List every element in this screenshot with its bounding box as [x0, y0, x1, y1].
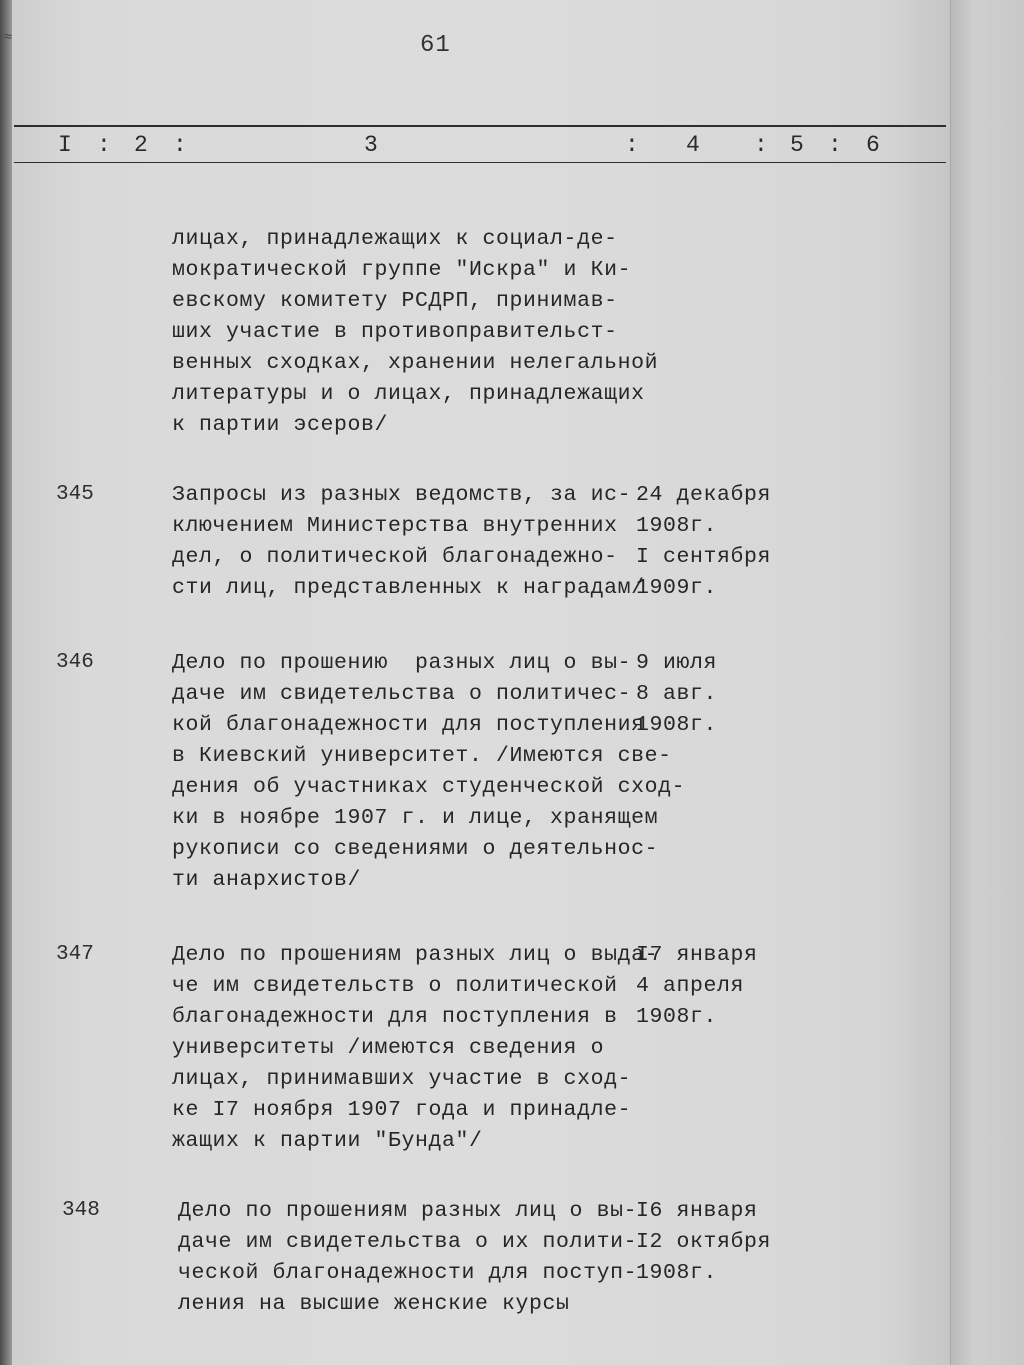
text-line: университеты /имеются сведения о	[172, 1036, 605, 1060]
text-line: венных сходках, хранении нелегальной	[172, 351, 659, 375]
text-line: мократической группе "Искра" и Ки-	[172, 258, 632, 282]
header-rule-bottom	[14, 162, 946, 163]
text-line: Дело по прошениям разных лиц о выда-	[172, 943, 659, 967]
date-line: I2 октября	[636, 1230, 772, 1254]
page-binding	[0, 0, 12, 1365]
entry-number: 347	[56, 943, 94, 966]
date-line: 9 июля	[636, 651, 718, 675]
col-header-sep: :	[754, 132, 768, 158]
text-line: кой благонадежности для поступления	[172, 713, 645, 737]
date-line: 1908г.	[636, 713, 718, 737]
text-line: ке I7 ноября 1907 года и принадле-	[172, 1098, 632, 1122]
date-line: 4 апреля	[636, 974, 745, 998]
text-line: ключением Министерства внутренних	[172, 514, 618, 538]
text-line: благонадежности для поступления в	[172, 1005, 618, 1029]
header-rule-top	[14, 125, 946, 127]
col-header-6: 6	[866, 132, 880, 158]
col-header-1: I	[58, 132, 72, 158]
text-line: евскому комитету РСДРП, принимав-	[172, 289, 618, 313]
date-line: I6 января	[636, 1199, 758, 1223]
text-line: лицах, принадлежащих к социал-де-	[172, 227, 618, 251]
entry-dates	[636, 940, 786, 1033]
text-line: Дело по прошениям разных лиц о вы-	[178, 1199, 638, 1223]
date-line: I7 января	[636, 943, 758, 967]
col-header-sep: :	[97, 132, 111, 158]
text-line: даче им свидетельства о их полити-	[178, 1230, 638, 1254]
col-header-sep: :	[173, 132, 187, 158]
col-header-4: 4	[686, 132, 700, 158]
date-line: I сентября	[636, 545, 772, 569]
text-line: Дело по прошению разных лиц о вы-	[172, 651, 632, 675]
date-line: 8 авг.	[636, 682, 718, 706]
date-line: 1908г.	[636, 1005, 718, 1029]
continuation-text	[172, 224, 659, 441]
entry-description	[178, 1196, 648, 1320]
margin-mark: ≈	[4, 30, 13, 46]
col-header-5: 5	[790, 132, 804, 158]
entry-dates	[636, 648, 786, 741]
text-line: че им свидетельств о политической	[172, 974, 618, 998]
date-line: 1908г.	[636, 514, 718, 538]
entry-dates	[636, 480, 786, 604]
text-line: даче им свидетельства о политичес-	[172, 682, 632, 706]
text-line: лицах, принимавших участие в сход-	[172, 1067, 632, 1091]
text-line: жащих к партии "Бунда"/	[172, 1129, 483, 1153]
entry-number: 348	[62, 1199, 100, 1222]
col-header-sep: :	[828, 132, 842, 158]
text-line: рукописи со сведениями о деятельнос-	[172, 837, 659, 861]
text-line: ления на высшие женские курсы	[178, 1292, 570, 1316]
entry-description	[172, 940, 659, 1157]
entry-description	[172, 480, 645, 604]
entry-number: 345	[56, 483, 94, 506]
text-line: ческой благонадежности для поступ-	[178, 1261, 638, 1285]
text-line: Запросы из разных ведомств, за ис-	[172, 483, 632, 507]
page-number: 61	[420, 32, 451, 59]
date-line: 24 декабря	[636, 483, 772, 507]
col-header-2: 2	[134, 132, 148, 158]
col-header-3: 3	[364, 132, 378, 158]
date-line: 1909г.	[636, 576, 718, 600]
text-line: к партии эсеров/	[172, 413, 389, 437]
text-line: ки в ноябре 1907 г. и лице, хранящем	[172, 806, 659, 830]
text-line: сти лиц, представленных к наградам/	[172, 576, 645, 600]
text-line: ших участие в противоправительст-	[172, 320, 618, 344]
text-line: дения об участниках студенческой сход-	[172, 775, 686, 799]
text-line: дел, о политической благонадежно-	[172, 545, 618, 569]
col-header-sep: :	[625, 132, 639, 158]
date-line: 1908г.	[636, 1261, 718, 1285]
text-line: литературы и о лицах, принадлежащих	[172, 382, 645, 406]
entry-number: 346	[56, 651, 94, 674]
text-line: ти анархистов/	[172, 868, 362, 892]
entry-dates	[636, 1196, 786, 1289]
text-line: в Киевский университет. /Имеются све-	[172, 744, 672, 768]
next-page-edge	[950, 0, 1024, 1365]
